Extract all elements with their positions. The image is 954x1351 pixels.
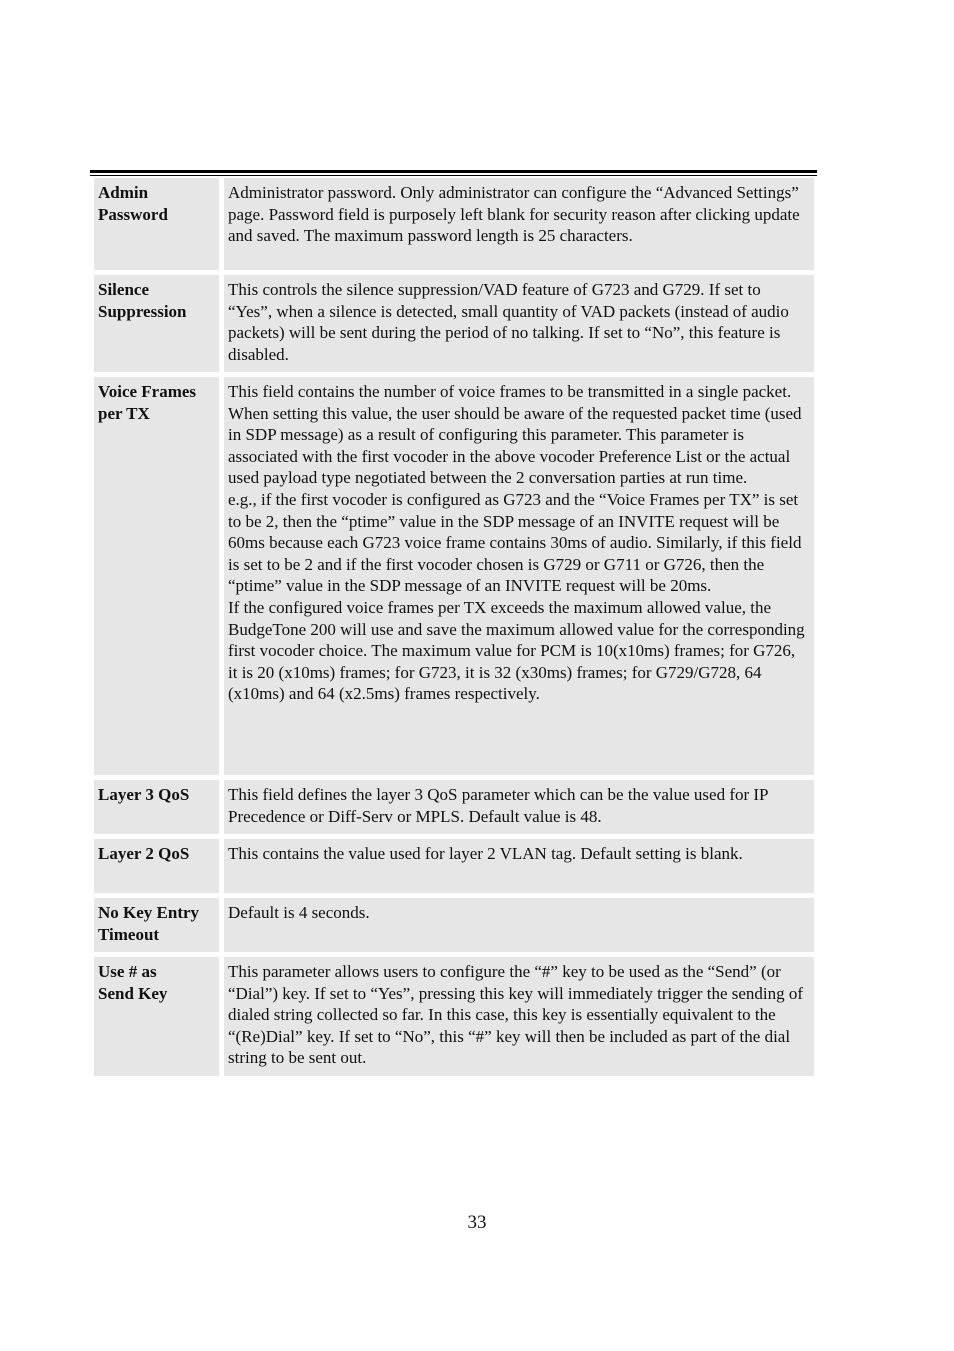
table-row-layer-2-qos bbox=[94, 839, 814, 893]
description-paragraph: This field defines the layer 3 QoS parameter which can be the value used for IP Precedence or Diff-Serv or MPLS. Default value is 48. bbox=[228, 785, 768, 826]
page-number: 33 bbox=[467, 1212, 487, 1233]
table-row-admin-password bbox=[94, 178, 814, 270]
description-paragraph: This controls the silence suppression/VAD feature of G723 and G729. If set to “Yes”, when a silence is detected, small quantity of VAD packets (instead of audio packets) will be sent during the period of no talking. If set to “No”, this feature is disabled. bbox=[228, 280, 789, 364]
row-label-line: No Key Entry bbox=[98, 903, 200, 922]
description-paragraph: Administrator password. Only administrator can configure the “Advanced Settings” page. Password field is purposely left blank for security reason after clicking update and saved. The maximum password length is 25 characters. bbox=[228, 183, 800, 246]
table-row-silence-suppression bbox=[94, 275, 814, 372]
row-label bbox=[94, 780, 219, 834]
row-label bbox=[94, 898, 219, 952]
table-row-no-key-entry-timeout bbox=[94, 898, 814, 952]
description-paragraph: This contains the value used for layer 2 VLAN tag. Default setting is blank. bbox=[228, 844, 743, 863]
settings-table bbox=[94, 178, 814, 1081]
row-description bbox=[224, 178, 814, 270]
row-label-line: Admin bbox=[98, 183, 149, 202]
row-label bbox=[94, 839, 219, 893]
row-label bbox=[94, 275, 219, 372]
description-paragraph: e.g., if the first vocoder is configured as G723 and the “Voice Frames per TX” is set to be 2, then the “ptime” value in the SDP message of an INVITE request will be 60ms because each G723 voice frame contains 30ms of audio. Similarly, if this field is set to be 2 and if the first vocoder chosen is G729 or G711 or G726, then the “ptime” value in the SDP message of an INVITE request will be 20ms. bbox=[228, 489, 802, 596]
row-label bbox=[94, 377, 219, 775]
description-paragraph: This field contains the number of voice frames to be transmitted in a single packet. When setting this value, the user should be aware of the requested packet time (used in SDP message) as a result of configuring this parameter. This parameter is associated with the first vocoder in the above vocoder Preference List or the actual used payload type negotiated between the 2 conversation parties at run time. bbox=[228, 382, 802, 488]
row-description bbox=[224, 898, 814, 952]
row-label-line: Layer 3 QoS bbox=[98, 785, 190, 804]
description-paragraph: If the configured voice frames per TX exceeds the maximum allowed value, the BudgeTone 200 will use and save the maximum allowed value for the corresponding first vocoder choice. The maximum value for PCM is 10(x10ms) frames; for G726, it is 20 (x10ms) frames; for G723, it is 32 (x30ms) frames; for G729/G728, 64 (x10ms) and 64 (x2.5ms) frames respectively. bbox=[228, 597, 805, 704]
description-paragraph: Default is 4 seconds. bbox=[228, 903, 370, 922]
row-label-line: Use # as bbox=[98, 962, 157, 981]
description-paragraph: This parameter allows users to configure the “#” key to be used as the “Send” (or “Dial”) key. If set to “Yes”, pressing this key will immediately trigger the sending of dialed string collected so far. In this case, this key is essentially equivalent to the “(Re)Dial” key. If set to “No”, this “#” key will then be included as part of the dial string to be sent out. bbox=[228, 962, 804, 1068]
row-description bbox=[224, 839, 814, 893]
row-label-line: Send Key bbox=[98, 983, 168, 1003]
row-description bbox=[224, 275, 814, 372]
row-label-line: Voice Frames bbox=[98, 382, 197, 401]
row-label-line: Layer 2 QoS bbox=[98, 844, 190, 863]
table-row-voice-frames-per-tx bbox=[94, 377, 814, 775]
row-description bbox=[224, 377, 814, 775]
row-label-line: Timeout bbox=[98, 924, 160, 944]
table-row-use-hash-as-send-key bbox=[94, 957, 814, 1076]
row-label-line: per TX bbox=[98, 403, 150, 423]
row-description bbox=[224, 957, 814, 1076]
row-label-line: Password bbox=[98, 204, 168, 224]
row-description bbox=[224, 780, 814, 834]
table-top-rule bbox=[90, 170, 817, 176]
row-label-line: Suppression bbox=[98, 301, 187, 321]
row-label bbox=[94, 178, 219, 270]
row-label-line: Silence bbox=[98, 280, 149, 299]
table-row-layer-3-qos bbox=[94, 780, 814, 834]
row-label bbox=[94, 957, 219, 1076]
